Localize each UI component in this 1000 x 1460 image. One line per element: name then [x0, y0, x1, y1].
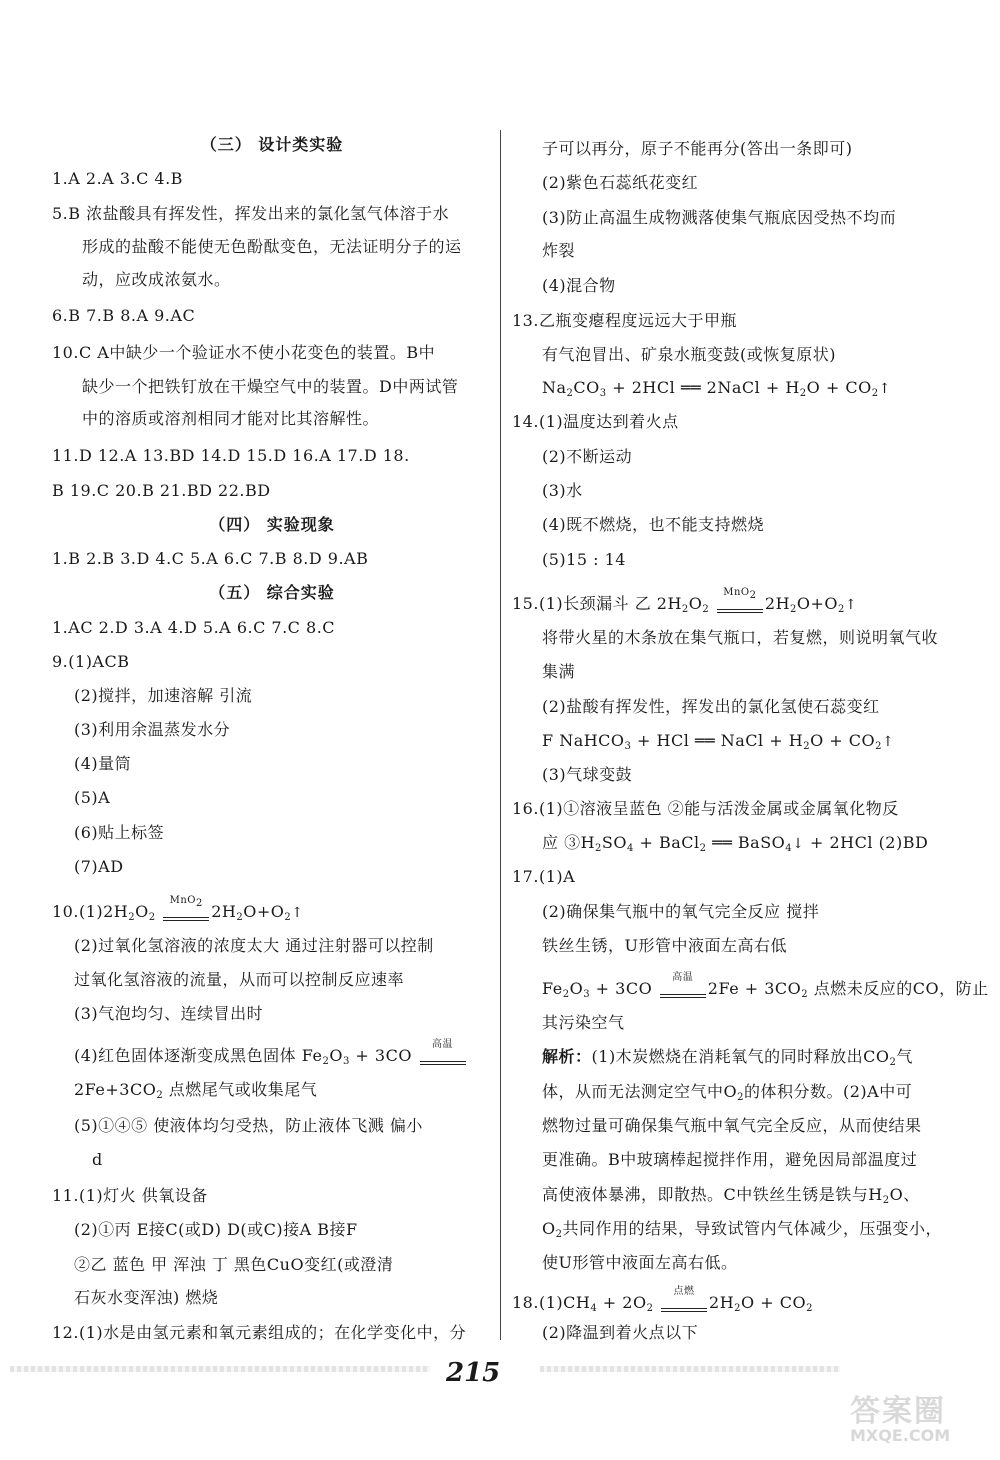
answer-line: 1.B 2.B 3.D 4.C 5.A 6.C 7.B 8.D 9.AB: [52, 549, 369, 568]
equation-line: $10.(1)2H_2O_2$ MnO$_2$ $2H_2O+O_2↑$: [52, 902, 303, 928]
answer-line: 1.A 2.A 3.C 4.B: [52, 169, 183, 188]
equation-line: $Na_2CO_3 + 2HCl$ ══ 2NaCl + $H_2O$ + $CO_2↑$: [542, 378, 891, 399]
answer-line: 过氧化氢溶液的流量，从而可以控制反应速率: [74, 970, 405, 989]
answer-line: (2)不断运动: [542, 447, 633, 466]
answer-line: (2)①丙 E接C(或D) D(或C)接A B接F: [74, 1220, 358, 1239]
answer-line: (2)搅拌，加速溶解 引流: [74, 686, 253, 705]
reaction-condition: 高温: [418, 1052, 468, 1072]
answer-line: 10.C A中缺少一个验证水不使小花变色的装置。B中: [52, 343, 436, 362]
equation-line: 15.(1)长颈漏斗 乙 $2H_2O_2$ MnO$_2$ $2H_2O+O_2↑$: [512, 594, 857, 620]
analysis-line: 燃物过量可确保集气瓶中氧气完全反应，从而使结果: [542, 1116, 922, 1135]
answer-line: (3)水: [542, 481, 583, 500]
answer-line: 炸裂: [542, 241, 576, 260]
answer-line: (2)确保集气瓶中的氧气完全反应 搅拌: [542, 902, 820, 921]
answer-line: 铁丝生锈，U形管中液面左高右低: [542, 936, 787, 955]
answer-line: 11.(1)灯火 供氧设备: [52, 1186, 208, 1205]
answer-line: 中的溶质或溶剂相同才能对比其溶解性。: [82, 409, 380, 428]
analysis-line: 更准确。B中玻璃棒起搅拌作用，避免因局部温度过: [542, 1150, 918, 1169]
answer-line: 将带火星的木条放在集气瓶口，若复燃，则说明氧气收: [542, 628, 939, 647]
answer-line: (5)A: [74, 788, 111, 807]
section-heading-3: （三） 设计类实验: [200, 135, 344, 154]
answer-line: (3)利用余温蒸发水分: [74, 720, 231, 739]
answer-line: (3)气球变鼓: [542, 765, 633, 784]
equation-line: F NaHCO$_3$ + HCl ══ NaCl + $H_2O$ + $CO_2↑$: [542, 731, 895, 752]
answer-line: 9.(1)ACB: [52, 652, 130, 671]
answer-line: 6.B 7.B 8.A 9.AC: [52, 306, 196, 325]
analysis-line: 解析：(1)木炭燃烧在消耗氧气的同时释放出$CO_2$气: [542, 1047, 913, 1068]
answer-line: 13.乙瓶变瘪程度远远大于甲瓶: [512, 311, 737, 330]
answer-line: 14.(1)温度达到着火点: [512, 412, 679, 431]
equation-line: $2Fe+3CO_2$ 点燃尾气或收集尾气: [74, 1080, 318, 1101]
answer-line: 17.(1)A: [512, 867, 576, 886]
reaction-condition: 点燃: [659, 1299, 709, 1319]
equation-line: 应 $③H_2SO_4$ + BaCl$_2$ ══ BaSO$_4$↓ + 2HCl (2)BD: [542, 833, 929, 854]
answer-line: 16.(1)①溶液呈蓝色 ②能与活泼金属或金属氧化物反: [512, 799, 899, 818]
reaction-condition: MnO$_2$: [715, 600, 765, 620]
answer-line: d: [92, 1150, 103, 1169]
analysis-line: 高使液体暴沸，即散热。C中铁丝生锈是铁与$H_2O$、: [542, 1185, 920, 1206]
answer-line: (4)混合物: [542, 276, 616, 295]
answer-line: B 19.C 20.B 21.BD 22.BD: [52, 481, 271, 500]
answer-line: (2)紫色石蕊纸花变红: [542, 173, 699, 192]
equation-line: (4)红色固体逐渐变成黑色固体 $Fe_2O_3 + 3CO$ 高温: [74, 1046, 468, 1072]
answer-line: 形成的盐酸不能使无色酚酞变色，无法证明分子的运: [82, 237, 462, 256]
answer-line: 有气泡冒出、矿泉水瓶变鼓(或恢复原状): [542, 345, 836, 364]
answer-line: 5.B 浓盐酸具有挥发性，挥发出来的氯化氢气体溶于水: [52, 204, 450, 223]
answer-line: 石灰水变浑浊) 燃烧: [74, 1288, 219, 1307]
reaction-condition: MnO$_2$: [161, 908, 211, 928]
watermark-logo: 答案圈 MXQE.COM: [850, 1394, 951, 1445]
answer-line: (2)盐酸有挥发性，挥发出的氯化氢使石蕊变红: [542, 697, 880, 716]
analysis-line: $O_2$共同作用的结果，导致试管内气体减少，压强变小，: [542, 1219, 943, 1240]
answer-line: (4)量筒: [74, 754, 132, 773]
answer-line: ②乙 蓝色 甲 浑浊 丁 黑色CuO变红(或澄清: [74, 1255, 394, 1274]
answer-line: 动，应改成浓氨水。: [82, 270, 231, 289]
answer-line: (3)防止高温生成物溅落使集气瓶底因受热不均而: [542, 208, 897, 227]
answer-line: 1.AC 2.D 3.A 4.D 5.A 6.C 7.C 8.C: [52, 618, 336, 637]
answer-line: (2)降温到着火点以下: [542, 1323, 699, 1342]
answer-line: (2)过氧化氢溶液的浓度太大 通过注射器可以控制: [74, 936, 434, 955]
equation-line: $Fe_2O_3 + 3CO$ 高温 $2Fe + 3CO_2$ 点燃未反应的CO，防止: [542, 979, 989, 1005]
answer-line: (7)AD: [74, 857, 124, 876]
analysis-line: 使U形管中液面左高右低。: [542, 1253, 738, 1272]
answer-line: 集满: [542, 662, 576, 681]
footer-band-right: [540, 1366, 840, 1372]
answer-line: 11.D 12.A 13.BD 14.D 15.D 16.A 17.D 18.: [52, 446, 410, 465]
column-divider: [500, 130, 501, 1340]
analysis-line: 体，从而无法测定空气中$O_2$的体积分数。(2)A中可: [542, 1082, 913, 1103]
answer-line: 子可以再分，原子不能再分(答出一条即可): [542, 139, 853, 158]
equation-line: $18.(1)CH_4 + 2O_2$ 点燃 $2H_2O + CO_2$: [512, 1293, 813, 1319]
answer-line: (5)①④⑤ 使液体均匀受热，防止液体飞溅 偏小: [74, 1116, 423, 1135]
answer-line: (5)15 : 14: [542, 550, 626, 569]
page-number: 215: [446, 1358, 501, 1388]
answer-line: (4)既不燃烧，也不能支持燃烧: [542, 515, 765, 534]
answer-line: (3)气泡均匀、连续冒出时: [74, 1004, 264, 1023]
section-heading-4: （四） 实验现象: [209, 515, 335, 534]
answer-line: 其污染空气: [542, 1013, 625, 1032]
footer-band-left: [10, 1366, 430, 1372]
answer-line: (6)贴上标签: [74, 823, 165, 842]
answer-line: 缺少一个把铁钉放在干燥空气中的装置。D中两试管: [82, 377, 459, 396]
answer-line: 12.(1)水是由氢元素和氧元素组成的；在化学变化中，分: [52, 1323, 467, 1342]
reaction-condition: 高温: [658, 985, 708, 1005]
section-heading-5: （五） 综合实验: [209, 583, 335, 602]
